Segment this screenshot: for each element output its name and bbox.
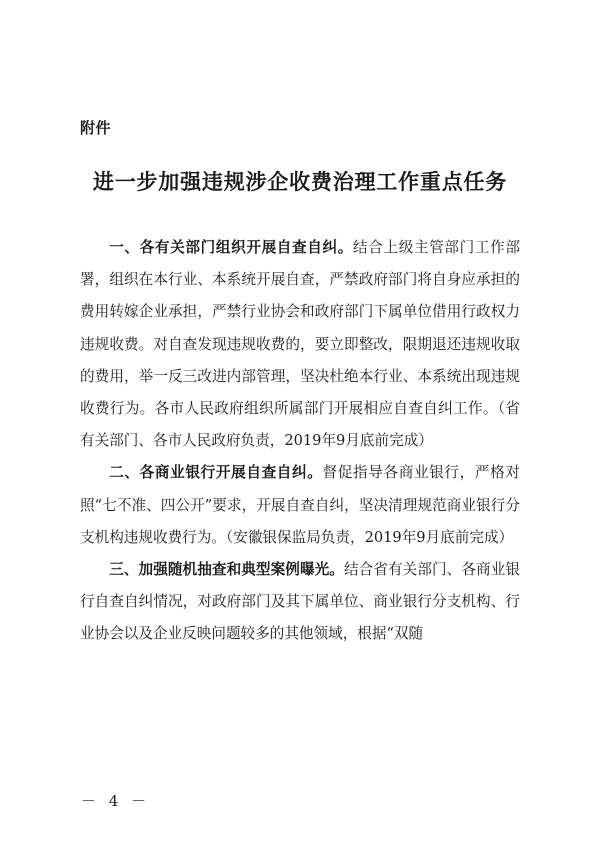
task-paragraph-2 [80,457,520,554]
document-body [80,232,520,651]
document-title: 进一步加强违规涉企收费治理工作重点任务 [92,169,508,194]
attachment-label: 附件 [80,119,112,137]
task-heading-1: 一、各有关部门组织开展自查自纠。 [109,239,353,256]
task-heading-2: 二、各商业银行开展自查自纠。 [109,464,323,482]
task-heading-3: 三、加强随机抽查和典型案例曝光。 [109,561,344,579]
task-text-2: 督促指导各商业银行，严格对照“七不准、四公开”要求，开展自查自纠，坚决清理规范商业银行分支机构违规收费行为。（安徽银保监局负责，2019年9月底前完成） [80,464,520,546]
task-text-3: 结合省有关部门、各商业银行自查自纠情况，对政府部门及其下属单位、商业银行分支机构、行业协会以及企业反映问题较多的其他领域，根据“双随 [80,561,520,643]
task-paragraph-3 [80,554,520,651]
task-text-1: 结合上级主管部门工作部署，组织在本行业、本系统开展自查，严禁政府部门将自身应承担的费用转嫁企业承担，严禁行业协会和政府部门下属单位借用行政权力违规收费。对自查发现违规收费的，要立即整改，限期退还违规收取的费用，举一反三改进内部管理，坚决杜绝本行业、本系统出现违规收费行为。各市人民政府组织所属部门开展相应自查自纠工作。（省有关部门、各市人民政府负责，2019年9月底前完成） [80,239,520,450]
task-paragraph-1 [80,232,520,457]
page-number: － 4 － [81,792,151,810]
